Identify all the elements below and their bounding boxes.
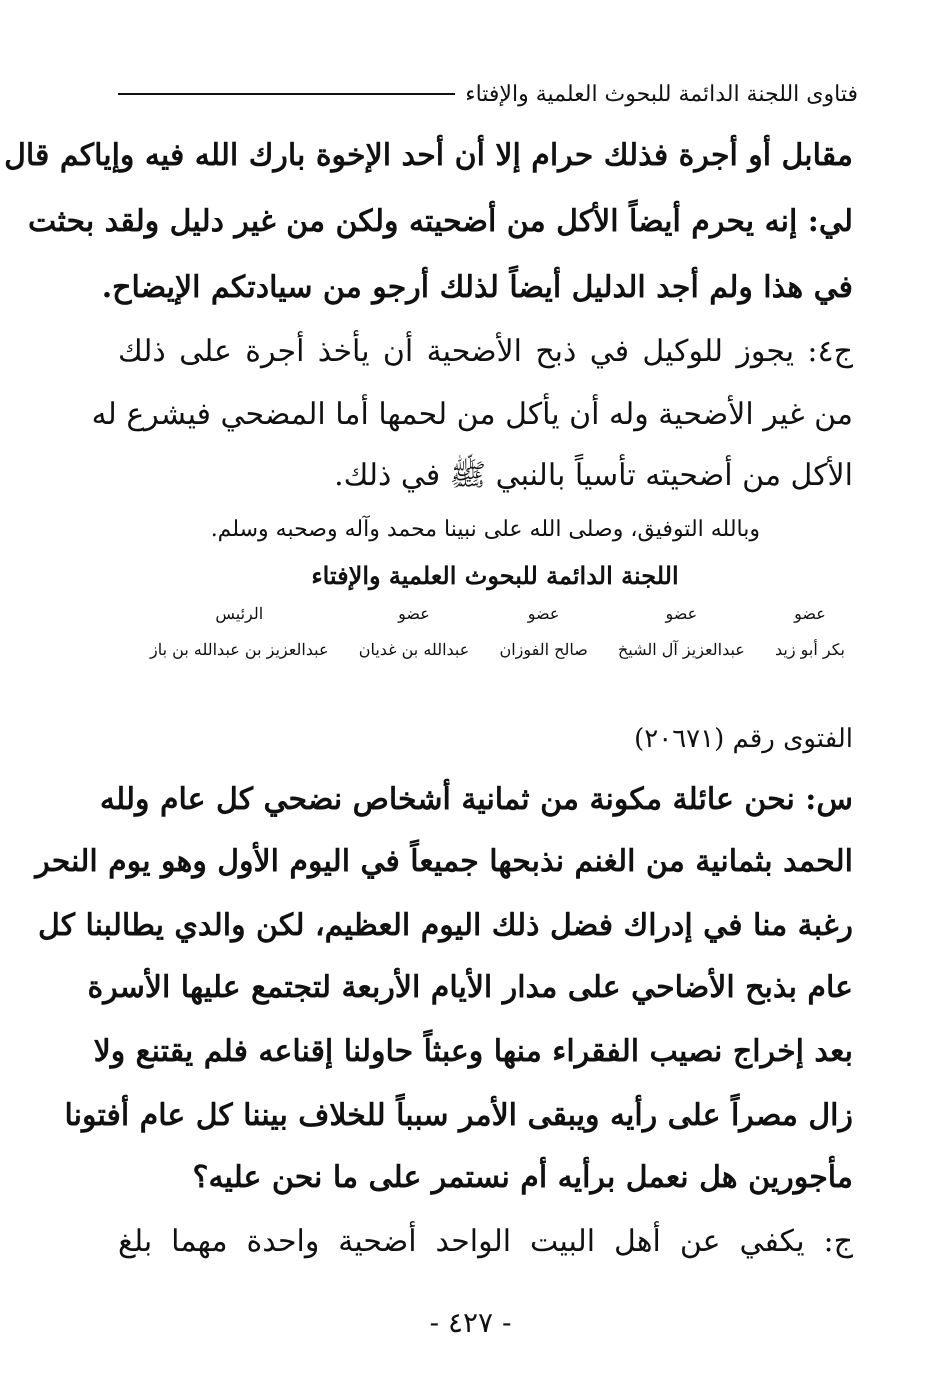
header-rule (118, 93, 455, 95)
committee-name: اللجنة الدائمة للبحوث العلمية والإفتاء (311, 561, 679, 590)
question-line: مأجورين هل نعمل برأيه أم نستمر على ما نحن عليه؟ (192, 1160, 853, 1195)
signatory-name: بكر أبو زيد (774, 640, 845, 659)
signatory-name: عبدالله بن غديان (358, 640, 470, 659)
signatory-name: صالح الفوزان (499, 640, 588, 659)
signatory-role: عضو (794, 604, 826, 623)
signatory-role: الرئيس (215, 604, 264, 623)
running-header (118, 74, 858, 114)
question-line: رغبة منا في إدراك فضل ذلك اليوم العظيم، لكن والدي يطالبنا كل (38, 908, 853, 943)
question-line: س: نحن عائلة مكونة من ثمانية أشخاص نضحي كل عام ولله (99, 782, 853, 817)
signatory-role: عضو (527, 604, 560, 623)
question-line: في هذا ولم أجد الدليل أيضاً لذلك أرجو من سيادتكم الإيضاح. (101, 270, 853, 305)
answer-line: الأكل من أضحيته تأسياً بالنبي ﷺ في ذلك. (334, 458, 853, 493)
answer-line: من غير الأضحية وله أن يأكل من لحمها أما المضحي فيشرع له (91, 397, 853, 432)
question-line: بعد إخراج نصيب الفقراء منها وعبثاً حاولنا إقناعه فلم يقتنع ولا (93, 1034, 853, 1069)
signatory (775, 598, 845, 670)
signatory-name: عبدالعزيز بن عبدالله بن باز (150, 640, 329, 659)
signatory (499, 598, 587, 670)
signatories (150, 598, 845, 670)
question-line: الحمد بثمانية من الغنم نذبحها جميعاً في اليوم الأول وهو يوم النحر (35, 844, 853, 879)
closing-text: وبالله التوفيق، وصلى الله على نبينا محمد وآله وصحبه وسلم. (210, 517, 760, 542)
question-line: لي: إنه يحرم أيضاً الأكل من أضحيته ولكن من غير دليل ولقد بحثت (28, 204, 853, 239)
signatory (150, 598, 329, 670)
signatory (359, 598, 470, 670)
fatwa-number: الفتوى رقم (٢٠٦٧١) (634, 724, 853, 754)
signatory-role: عضو (665, 604, 698, 623)
signatory-name: عبدالعزيز آل الشيخ (617, 640, 745, 659)
question-line: عام بذبح الأضاحي على مدار الأيام الأربعة لتجتمع عليها الأسرة (87, 970, 853, 1005)
question-line: زال مصراً على رأيه ويبقى الأمر سبباً للخلاف بيننا كل عام أفتونا (64, 1098, 853, 1133)
signatory-role: عضو (398, 604, 430, 623)
header-title: فتاوى اللجنة الدائمة للبحوث العلمية والإفتاء (465, 81, 858, 107)
question-line: مقابل أو أجرة فذلك حرام إلا أن أحد الإخوة بارك الله فيه وإياكم قال (4, 138, 853, 173)
answer-line: ج: يكفي عن أهل البيت الواحد أضحية واحدة مهما بلغ (118, 1224, 853, 1259)
page-number: - ٤٢٧ - (429, 1306, 512, 1339)
signatory (618, 598, 745, 670)
answer-line: ج٤: يجوز للوكيل في ذبح الأضحية أن يأخذ أجرة على ذلك (118, 334, 853, 369)
